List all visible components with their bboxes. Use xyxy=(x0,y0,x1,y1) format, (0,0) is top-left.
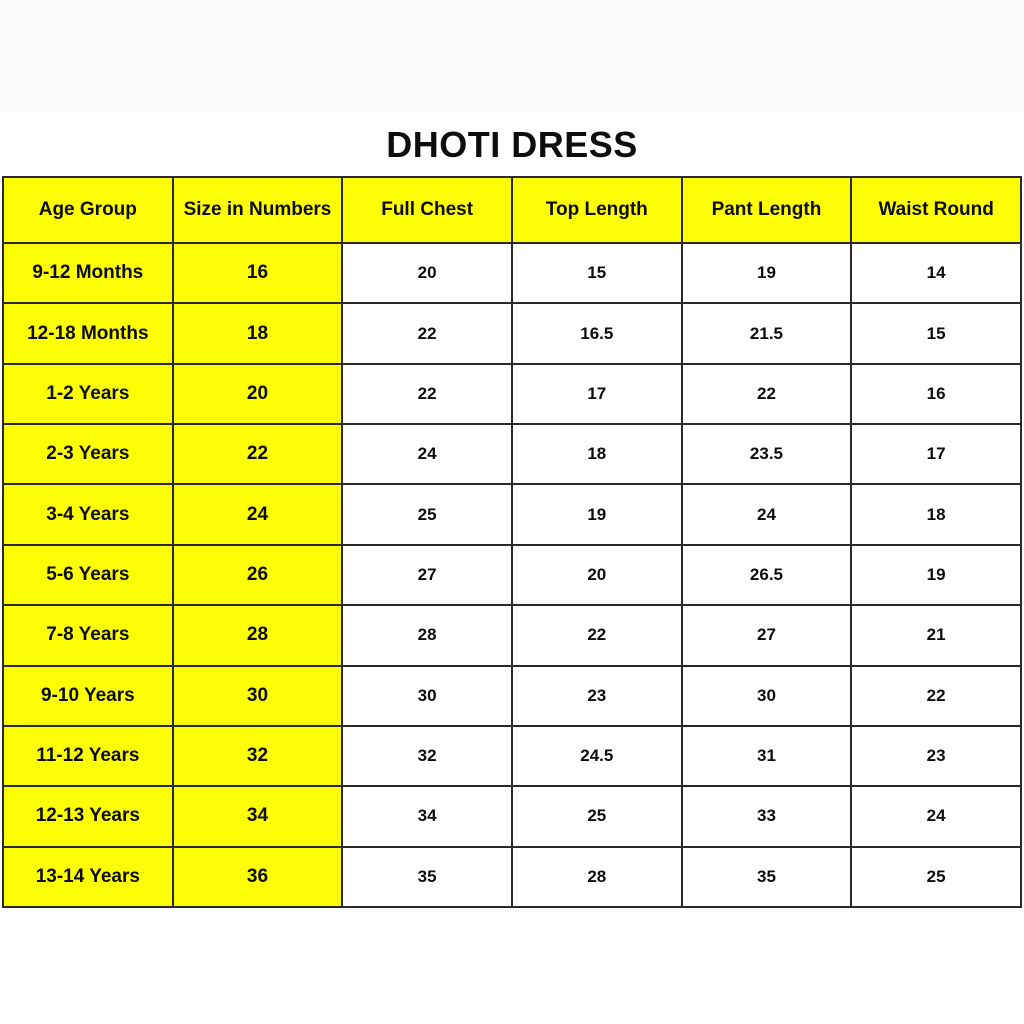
row-header-cell: 7-8 Years xyxy=(3,605,173,665)
table-cell: 23 xyxy=(512,666,682,726)
table-cell: 25 xyxy=(342,484,512,544)
table-body xyxy=(3,243,1021,907)
row-header-cell: 9-10 Years xyxy=(3,666,173,726)
table-row xyxy=(3,605,1021,665)
table-cell: 15 xyxy=(851,303,1021,363)
table-row xyxy=(3,545,1021,605)
table-cell: 35 xyxy=(342,847,512,907)
table-header xyxy=(3,177,1021,243)
page-title: DHOTI DRESS xyxy=(386,123,638,165)
table-cell: 21 xyxy=(851,605,1021,665)
table-cell: 33 xyxy=(682,786,852,846)
table-cell: 35 xyxy=(682,847,852,907)
table-row xyxy=(3,726,1021,786)
table-row xyxy=(3,484,1021,544)
table-row xyxy=(3,666,1021,726)
table-cell: 16.5 xyxy=(512,303,682,363)
table-cell: 34 xyxy=(342,786,512,846)
row-header-cell: 12-13 Years xyxy=(3,786,173,846)
table-cell: 17 xyxy=(512,364,682,424)
column-header-pant-length: Pant Length xyxy=(682,177,852,243)
table-cell: 20 xyxy=(173,364,343,424)
table-cell: 20 xyxy=(342,243,512,303)
row-header-cell: 13-14 Years xyxy=(3,847,173,907)
table-row xyxy=(3,243,1021,303)
table-cell: 34 xyxy=(173,786,343,846)
table-cell: 28 xyxy=(173,605,343,665)
column-header-full-chest: Full Chest xyxy=(342,177,512,243)
table-row xyxy=(3,424,1021,484)
table-cell: 28 xyxy=(342,605,512,665)
table-cell: 30 xyxy=(342,666,512,726)
table-cell: 15 xyxy=(512,243,682,303)
table-cell: 27 xyxy=(342,545,512,605)
table-cell: 22 xyxy=(342,303,512,363)
table-row xyxy=(3,303,1021,363)
table-cell: 32 xyxy=(173,726,343,786)
table-cell: 32 xyxy=(342,726,512,786)
table-cell: 14 xyxy=(851,243,1021,303)
table-cell: 24 xyxy=(851,786,1021,846)
row-header-cell: 5-6 Years xyxy=(3,545,173,605)
table-cell: 22 xyxy=(342,364,512,424)
table-cell: 23 xyxy=(851,726,1021,786)
column-header-size-in-numbers: Size in Numbers xyxy=(173,177,343,243)
column-header-top-length: Top Length xyxy=(512,177,682,243)
table-cell: 26.5 xyxy=(682,545,852,605)
row-header-cell: 2-3 Years xyxy=(3,424,173,484)
row-header-cell: 1-2 Years xyxy=(3,364,173,424)
table-cell: 30 xyxy=(173,666,343,726)
table-cell: 22 xyxy=(682,364,852,424)
table-cell: 24 xyxy=(173,484,343,544)
size-chart-table xyxy=(2,176,1022,908)
table-cell: 24 xyxy=(342,424,512,484)
table-cell: 17 xyxy=(851,424,1021,484)
table-cell: 21.5 xyxy=(682,303,852,363)
table-cell: 26 xyxy=(173,545,343,605)
table-cell: 19 xyxy=(851,545,1021,605)
table-cell: 20 xyxy=(512,545,682,605)
column-header-waist-round: Waist Round xyxy=(851,177,1021,243)
table-cell: 16 xyxy=(173,243,343,303)
table-cell: 28 xyxy=(512,847,682,907)
table-cell: 27 xyxy=(682,605,852,665)
table-cell: 25 xyxy=(512,786,682,846)
table-cell: 16 xyxy=(851,364,1021,424)
table-cell: 18 xyxy=(512,424,682,484)
table-cell: 18 xyxy=(173,303,343,363)
row-header-cell: 3-4 Years xyxy=(3,484,173,544)
size-chart-card xyxy=(0,113,1024,1024)
table-cell: 22 xyxy=(173,424,343,484)
row-header-cell: 9-12 Months xyxy=(3,243,173,303)
table-cell: 24 xyxy=(682,484,852,544)
table-cell: 23.5 xyxy=(682,424,852,484)
table-cell: 31 xyxy=(682,726,852,786)
row-header-cell: 11-12 Years xyxy=(3,726,173,786)
table-cell: 22 xyxy=(512,605,682,665)
table-row xyxy=(3,786,1021,846)
table-cell: 36 xyxy=(173,847,343,907)
table-cell: 24.5 xyxy=(512,726,682,786)
table-cell: 25 xyxy=(851,847,1021,907)
table-cell: 30 xyxy=(682,666,852,726)
table-cell: 19 xyxy=(512,484,682,544)
title-band xyxy=(0,113,1024,176)
table-cell: 22 xyxy=(851,666,1021,726)
table-cell: 19 xyxy=(682,243,852,303)
table-row xyxy=(3,847,1021,907)
table-cell: 18 xyxy=(851,484,1021,544)
row-header-cell: 12-18 Months xyxy=(3,303,173,363)
table-header-row xyxy=(3,177,1021,243)
table-row xyxy=(3,364,1021,424)
column-header-age-group: Age Group xyxy=(3,177,173,243)
